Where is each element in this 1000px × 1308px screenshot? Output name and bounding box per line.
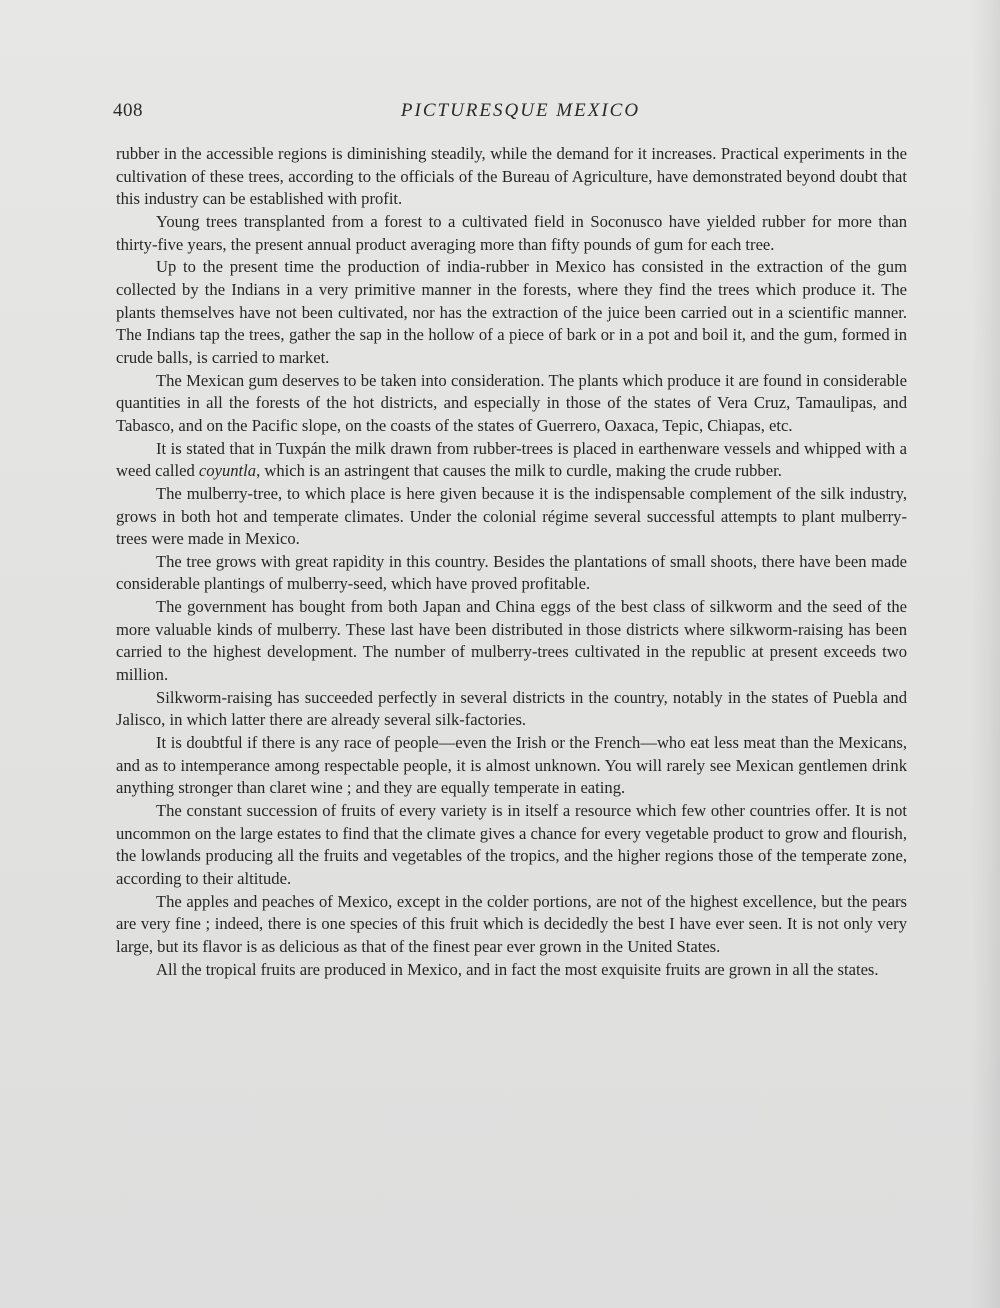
paragraph-text: , which is an astringent that causes the milk to curdle, making the crude rubber. — [256, 461, 782, 481]
page-number: 408 — [113, 100, 143, 121]
page-header — [113, 100, 908, 130]
italic-term: coyuntla — [198, 461, 257, 481]
paragraph: Young trees transplanted from a forest to a cultivated field in Soconusco have yielded rubber for more than thirty-five years, the present annual product averaging more than fifty pounds of gum for each tree. — [116, 211, 907, 254]
paragraph: All the tropical fruits are produced in Mexico, and in fact the most exquisite fruits are grown in all the states. — [156, 959, 879, 979]
paragraph: The apples and peaches of Mexico, except in the colder portions, are not of the highest excellence, but the pears are very fine ; indeed, there is one species of this fruit which is decidedly the best I have ever seen. It is not only very large, but its flavor is as delicious as that of the finest pear ever grown in the United States. — [116, 891, 907, 956]
paragraph: The mulberry-tree, to which place is here given because it is the indispensable complement of the silk industry, grows in both hot and temperate climates. Under the colonial régime several successful attempts to plant mulberry-trees were made in Mexico. — [116, 483, 907, 549]
paragraph: Silkworm-raising has succeeded perfectly in several districts in the country, notably in the states of Puebla and Jalisco, in which latter there are already several silk-factories. — [116, 687, 907, 730]
paragraph: The tree grows with great rapidity in this country. Besides the plantations of small shoots, there have been made considerable plantings of mulberry-seed, which have proved profitable. — [116, 551, 907, 594]
paragraph: It is doubtful if there is any race of people—even the Irish or the French—who eat less meat than the Mexicans, and as to intemperance among respectable people, it is almost unknown. You will rarely see Mexican gentlemen drink anything stronger than claret wine ; and they are equally temperate in eating. — [116, 733, 907, 798]
page-edge-shadow — [970, 0, 1000, 1308]
running-title: PICTURESQUE MEXICO — [400, 100, 641, 121]
paragraph: The constant succession of fruits of every variety is in itself a resource which few other countries offer. It is not uncommon on the large estates to find that the climate gives a chance for every vegetable product to grow and flourish, the lowlands producing all the fruits and vegetables of the tropics, and the higher regions those of the temperate zone, according to their altitude. — [116, 801, 907, 888]
paragraph: The Mexican gum deserves to be taken into consideration. The plants which produce it are found in considerable quantities in all the forests of the hot districts, and especially in those of the states of Vera Cruz, Tamaulipas, and Tabasco, and on the Pacific slope, on the coasts of the states of Guerrero, Oaxaca, Tepic, Chiapas, etc. — [116, 370, 907, 435]
paragraph: The government has bought from both Japan and China eggs of the best class of silkworm and the seed of the more valuable kinds of mulberry. These last have been distributed in those districts where silkworm-raising has been carried to the highest development. The number of mulberry-trees cultivated in the republic at present exceeds two million. — [116, 597, 907, 685]
body-text — [116, 143, 907, 981]
paragraph: rubber in the accessible regions is diminishing steadily, while the demand for it increases. Practical experiments in the cultivation of these trees, according to the officials of the Bureau of Agriculture, have demonstrated beyond doubt that this industry can be established with profit. — [116, 144, 907, 209]
paragraph: Up to the present time the production of india-rubber in Mexico has consisted in the extraction of the gum collected by the Indians in a very primitive manner in the forests, where they find the trees which produce it. The plants themselves have not been cultivated, nor has the extraction of the juice been carried out in a scientific manner. The Indians tap the trees, gather the sap in the hollow of a piece of bark or in a pot and boil it, and the gum, formed in crude balls, is carried to market. — [116, 257, 907, 367]
paragraph-text: It is stated that in Tuxpán the milk drawn from rubber-trees is placed in earthenware vessels and whipped with a weed called — [116, 438, 907, 481]
paragraph — [116, 438, 907, 483]
